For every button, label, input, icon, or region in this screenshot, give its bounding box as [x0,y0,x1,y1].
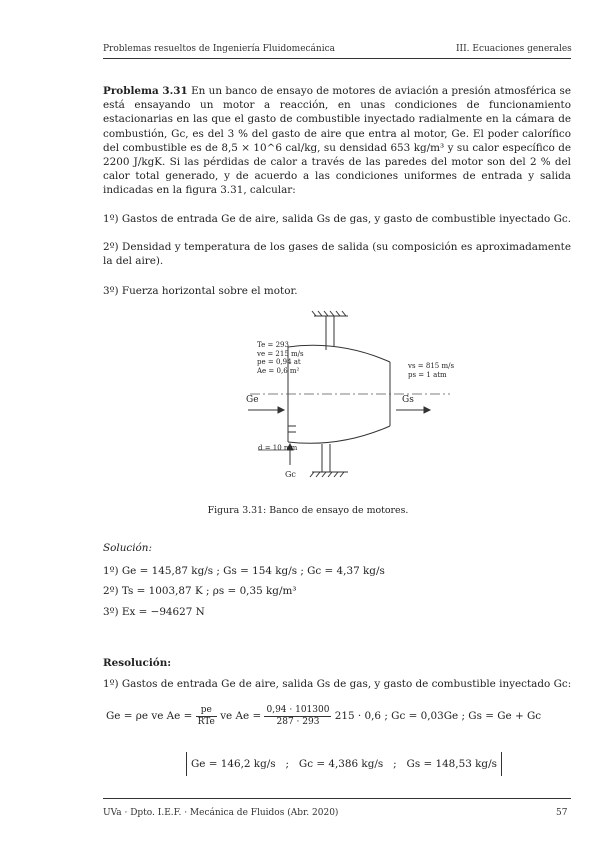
footer-rule [103,798,571,799]
header-rule [103,58,571,59]
problem-statement [103,84,571,198]
problem-intro: En un banco de ensayo de motores de aviación a presión atmosférica se está ensayando un motor a reacción, en unas condiciones de funcionamiento estacionarias en las que el gasto de combustible inyectado radialmente en la cámara de combustión, Gc, es del 3 % del gasto de aire que entra al motor, Ge. El poder calorífico del combustible es de 8,5 × 10^6 cal/kg, su densidad 653 kg/m³ y su calor específico de 2200 J/kgK. Si las pérdidas de calor a través de las paredes del motor son del 2 % del calor total generado, y de acuerdo a las condiciones uniformes de entrada y salida indicadas en la figura 3.31, calcular: [103,85,571,197]
boxed-results: Ge = 146,2 kg/s ; Gc = 4,386 kg/s ; Gs = 148,53 kg/s [186,752,502,776]
engine-test-figure [230,310,470,500]
figure-caption: Figura 3.31: Banco de ensayo de motores. [207,505,409,516]
inlet-arrow [248,407,284,413]
resolution-label: Resolución: [103,657,172,669]
question-3: 3º) Fuerza horizontal sobre el motor. [103,285,298,297]
top-mount [312,311,348,350]
outlet-arrow [396,407,430,413]
ge-label: Ge [246,395,259,405]
inlet-temperature: Te = 293 [257,341,289,349]
running-header-right: III. Ecuaciones generales [456,44,572,54]
equation-lhs: Ge = ρe ve Ae = [106,710,193,722]
inlet-conditions [257,341,304,375]
gs-label: Gs [402,395,414,405]
numeric-fraction: $\frac{0,94 \cdot 101300}{287 \cdot 293}$ [266,704,330,727]
outlet-pressure: ps = 1 atm [408,371,447,379]
diameter-label: d = 10 mm [258,444,298,452]
page-number: 57 [556,808,568,818]
solution-result-2: 2º) Ts = 1003,87 K ; ρs = 0,35 kg/m³ [103,585,297,597]
inlet-area: Ae = 0,6 m² [257,366,300,375]
footer-left: UVa · Dpto. I.E.F. · Mecánica de Fluidos (Abr. 2020) [103,808,339,818]
solution-result-3: 3º) Ex = −94627 N [103,606,205,618]
question-1: 1º) Gastos de entrada Ge de aire, salida Gs de gas, y gasto de combustible inyectado Gc. [103,213,571,225]
outlet-velocity: vs = 815 m/s [408,362,455,370]
outlet-conditions [408,362,454,380]
gas-flow-equation [106,704,541,728]
inlet-velocity: ve = 215 m/s [257,349,304,358]
equation-rhs: 215 · 0,6 ; Gc = 0,03Ge ; Gs = Ge + Gc [334,710,542,722]
boxed-gc: Gc = 4,386 kg/s [298,758,384,770]
inlet-pressure: pe = 0,94 at [257,358,301,367]
gc-label: Gc [285,470,296,479]
solution-label: Solución: [103,542,152,554]
resolution-line-1: 1º) Gastos de entrada Ge de aire, salida Gs de gas, y gasto de combustible inyectado Gc: [103,678,572,690]
running-header-left: Problemas resueltos de Ingeniería Fluidomecánica [103,44,336,54]
equation-mid: ve Ae = [220,710,262,722]
solution-result-1: 1º) Ge = 145,87 kg/s ; Gs = 154 kg/s ; Gc = 4,37 kg/s [103,565,385,577]
bottom-mount [310,444,348,477]
boxed-ge: Ge = 146,2 kg/s [191,758,276,770]
question-2: 2º) Densidad y temperatura de los gases de salida (su composición es aproximadamente la del aire). [103,241,571,268]
problem-label: Problema 3.31 [103,85,188,97]
pressure-over-rt: $\frac{pe}{\text{RTe}}$ [197,704,215,727]
boxed-gs: Gs = 148,53 kg/s [406,758,497,770]
